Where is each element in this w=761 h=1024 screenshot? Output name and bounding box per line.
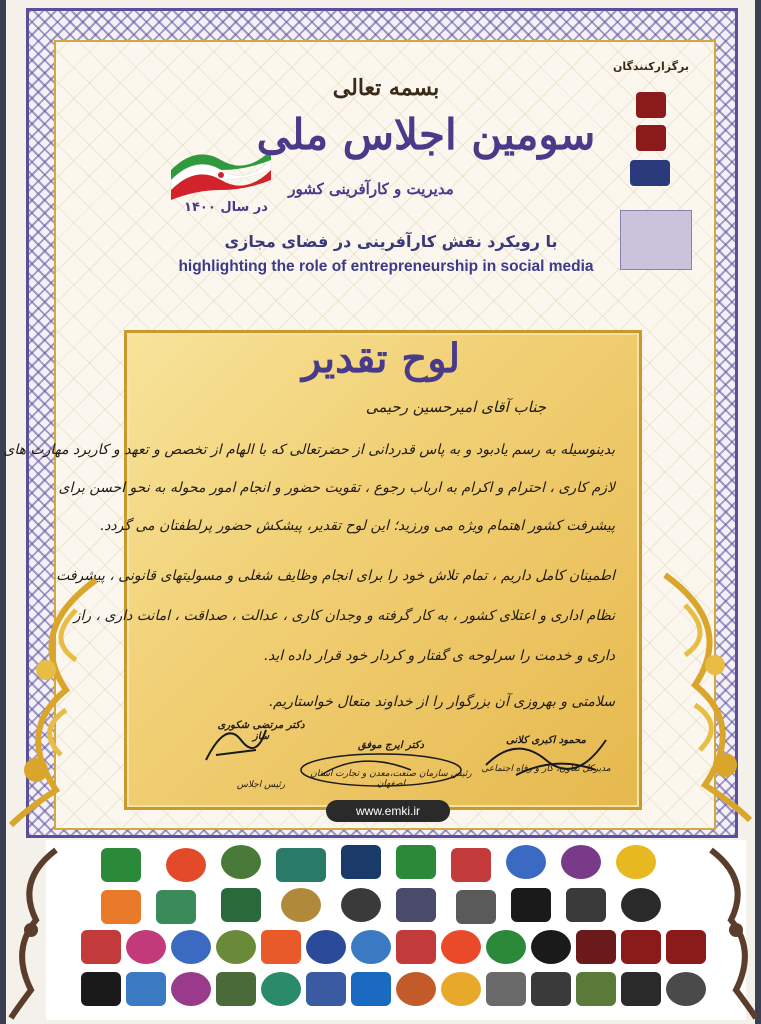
body-line: اطمینان کامل داریم ، تمام تلاش خود را برای انجام وظایف شغلی و مسولیتهای قانونی ، پیشرفت bbox=[56, 568, 615, 584]
sponsor-logo bbox=[101, 848, 141, 882]
website-link[interactable]: www.emki.ir bbox=[326, 800, 450, 822]
sponsor-logo bbox=[341, 888, 381, 922]
sponsor-logo bbox=[276, 848, 326, 882]
signer-name: محمود اکبری کلانی bbox=[506, 735, 586, 746]
signer-title: رئیس سازمان صنعت،معدن و تجارت استان اصفهان bbox=[310, 769, 472, 789]
body-line: بدینوسیله به رسم یادبود و به پاس قدردانی از حضرتعالی که با الهام از تخصص و تعهد و کاربرد مهارت های bbox=[3, 442, 615, 458]
signer-title: رئیس اجلاس bbox=[236, 780, 286, 790]
sponsor-logo bbox=[306, 930, 346, 964]
sponsor-logo bbox=[561, 845, 601, 879]
signer-title: مدیرکل تعاون، کار و رفاه اجتماعی bbox=[481, 764, 611, 774]
gold-flourish-right-icon bbox=[645, 560, 755, 830]
sponsor-logo bbox=[341, 845, 381, 879]
plaque-title: لوح تقدیر bbox=[301, 335, 461, 382]
sponsor-logo bbox=[441, 930, 481, 964]
sponsor-logo bbox=[281, 888, 321, 922]
emblem-icon bbox=[636, 92, 666, 118]
sponsor-logo bbox=[441, 972, 481, 1006]
sponsor-logo bbox=[216, 972, 256, 1006]
sponsor-logo bbox=[511, 888, 551, 922]
sponsor-logo bbox=[621, 888, 661, 922]
body-line: نظام اداری و اعتلای کشور ، به کار گرفته و وجدان کاری ، عدالت ، صداقت ، امانت داری ، راز bbox=[73, 608, 615, 624]
theme-english: highlighting the role of entrepreneurship in social media bbox=[178, 258, 594, 275]
emblem-icon bbox=[636, 125, 666, 151]
sponsor-logo bbox=[506, 845, 546, 879]
gold-flourish-left-icon bbox=[6, 570, 116, 830]
sponsor-logo bbox=[616, 845, 656, 879]
sponsor-logo bbox=[261, 930, 301, 964]
sponsor-logo bbox=[101, 890, 141, 924]
signature-block bbox=[296, 740, 486, 789]
sponsor-logo bbox=[456, 890, 496, 924]
sponsor-logo bbox=[261, 972, 301, 1006]
sponsor-logo bbox=[81, 930, 121, 964]
sponsor-logo bbox=[396, 888, 436, 922]
sponsor-logo bbox=[621, 972, 661, 1006]
body-line: لازم کاری ، احترام و اکرام به ارباب رجوع ، تقویت حضور و انجام امور محوله به نحو احسن برای bbox=[58, 480, 615, 496]
body-line: سلامتی و بهروزی آن بزرگوار را از خداوند متعال خواستاریم. bbox=[268, 694, 615, 710]
sponsor-logo bbox=[126, 972, 166, 1006]
sponsor-logo bbox=[666, 930, 706, 964]
theme-persian: با رویکرد نقش کارآفرینی در فضای مجازی bbox=[224, 232, 558, 251]
sponsor-logo bbox=[451, 848, 491, 882]
sponsor-logo bbox=[486, 972, 526, 1006]
sponsor-logo bbox=[221, 888, 261, 922]
sponsor-logo bbox=[166, 848, 206, 882]
sponsor-logo bbox=[171, 930, 211, 964]
sponsor-logo bbox=[396, 930, 436, 964]
sponsor-logo bbox=[531, 972, 571, 1006]
signer-name: دکتر ایرج موفق bbox=[358, 740, 424, 751]
event-subtitle: مدیریت و کارآفرینی کشور bbox=[288, 180, 454, 198]
signer-name: دکتر مرتضی شکوری ساز bbox=[217, 720, 305, 742]
sponsor-logo bbox=[396, 845, 436, 879]
sponsor-logo bbox=[216, 930, 256, 964]
organizers-label: برگزارکنندگان bbox=[613, 60, 689, 73]
sponsor-logo bbox=[81, 972, 121, 1006]
people-logo-icon bbox=[630, 160, 670, 186]
sponsor-logo bbox=[221, 845, 261, 879]
sponsor-logo bbox=[306, 972, 346, 1006]
recipient-name: جناب آقای امیرحسین رحیمی bbox=[365, 398, 546, 416]
sponsor-logo bbox=[486, 930, 526, 964]
certificate-sheet bbox=[3, 0, 755, 1024]
sponsor-logo bbox=[396, 972, 436, 1006]
sponsor-logo bbox=[531, 930, 571, 964]
scroll-ornament-left-icon bbox=[6, 840, 66, 1020]
sponsor-logo bbox=[351, 972, 391, 1006]
sponsor-logo bbox=[666, 972, 706, 1006]
bismillah-heading: بسمه تعالی bbox=[332, 75, 440, 101]
sponsor-logo bbox=[351, 930, 391, 964]
sponsor-logo bbox=[566, 888, 606, 922]
sponsor-logo bbox=[171, 972, 211, 1006]
sponsor-logo bbox=[576, 930, 616, 964]
event-year: در سال ۱۴۰۰ bbox=[184, 200, 268, 215]
scroll-ornament-right-icon bbox=[701, 840, 761, 1020]
signature-block bbox=[476, 735, 616, 774]
sponsor-logo bbox=[621, 930, 661, 964]
event-title: سومین اجلاس ملی bbox=[256, 110, 596, 159]
body-line: داری و خدمت را سرلوحه ی گفتار و کردار خود قرار داده اید. bbox=[263, 648, 615, 664]
sponsor-logo bbox=[576, 972, 616, 1006]
hologram-seal bbox=[620, 210, 692, 270]
body-line: پیشرفت کشور اهتمام ویژه می ورزید؛ این لوح تقدیر، پیشکش حضور پرلطفتان می گردد. bbox=[99, 518, 615, 534]
sponsor-logo bbox=[126, 930, 166, 964]
sponsor-logo bbox=[156, 890, 196, 924]
